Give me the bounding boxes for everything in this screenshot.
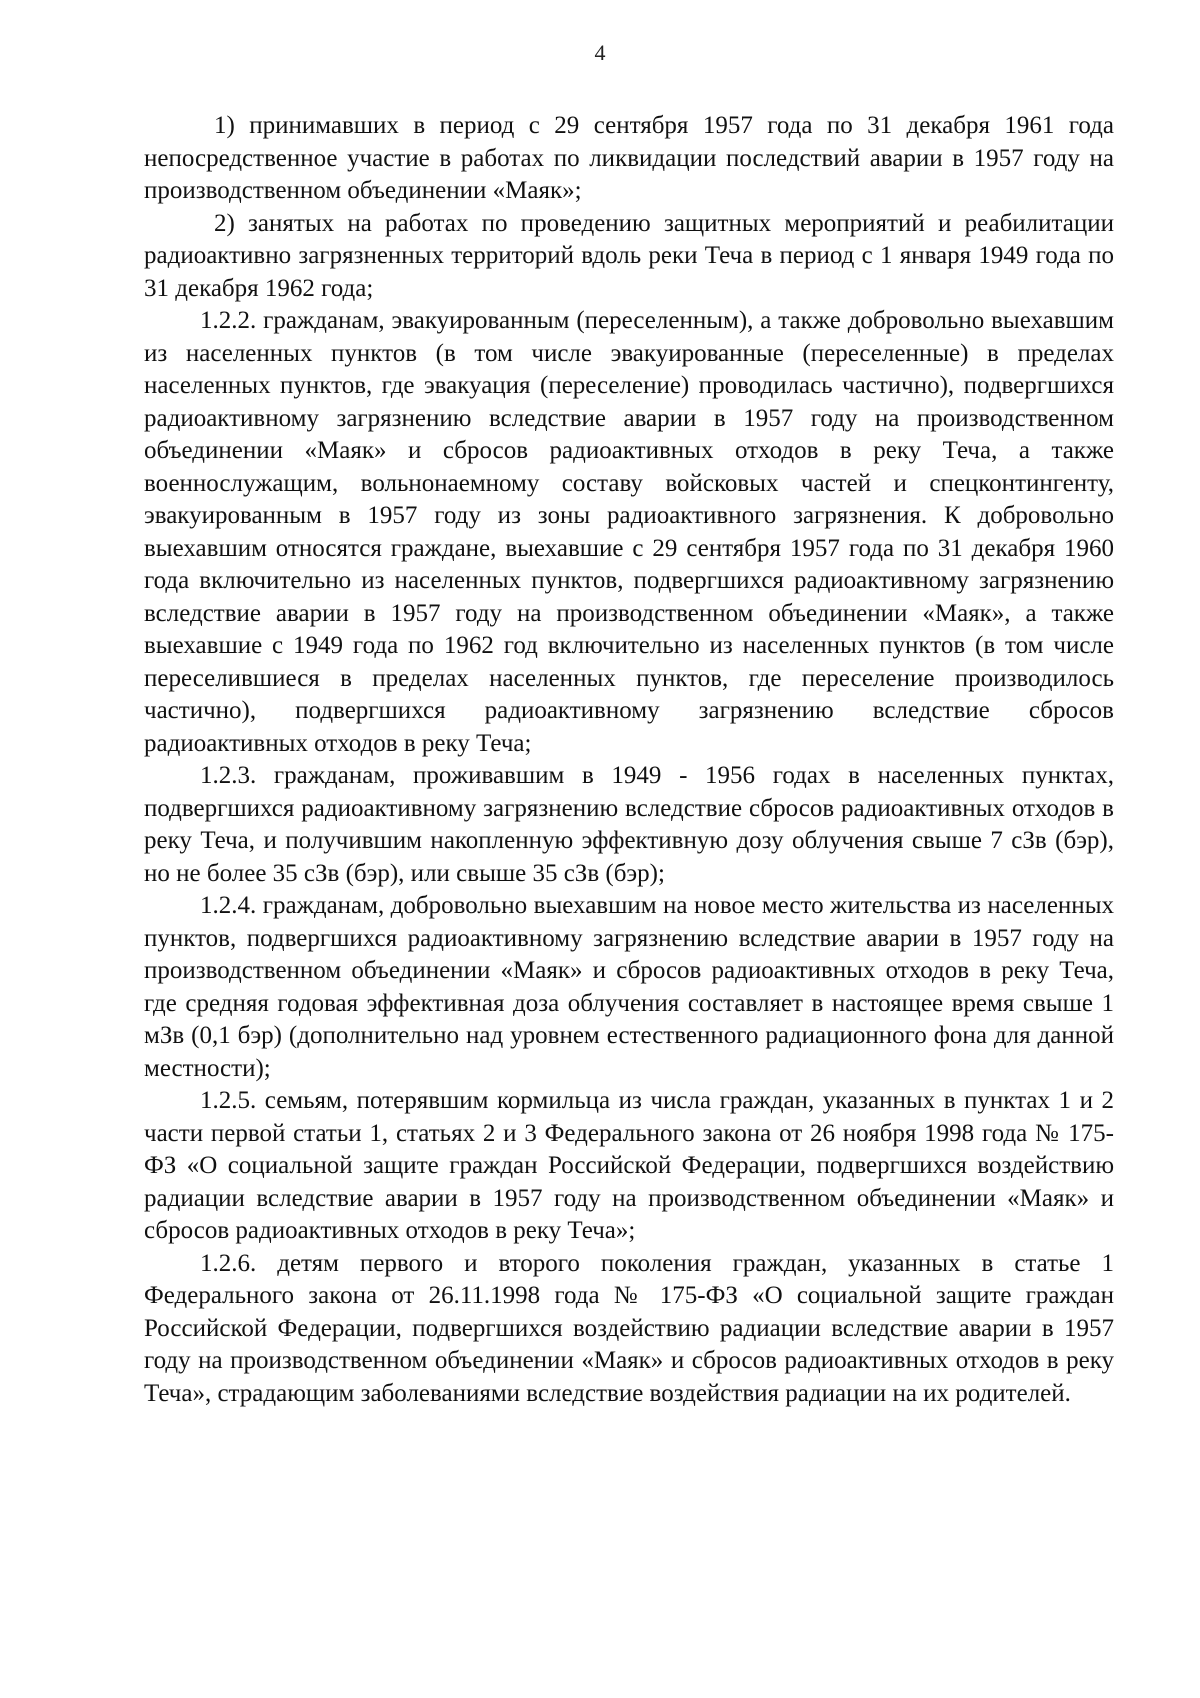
- paragraph-item-1-2-3: 1.2.3. гражданам, проживавшим в 1949 - 1956 годах в населенных пунктах, подвергшихся радиоактивному загрязнению вследствие сбросов радиоактивных отходов в реку Теча, и получившим накопленную эффективную дозу облучения свыше 7 сЗв (бэр), но не более 35 сЗв (бэр), или свыше 35 сЗв (бэр);: [144, 762, 1114, 887]
- paragraph-item-1-2-2: 1.2.2. гражданам, эвакуированным (переселенным), а также добровольно выехавшим из населенных пунктов (в том числе эвакуированные (переселенные) в пределах населенных пунктов, где эвакуация (переселение) проводилась частично), подвергшихся радиоактивному загрязнению вследствие аварии в 1957 году на производственном объединении «Маяк» и сбросов радиоактивных отходов в реку Теча, а также военнослужащим, вольнонаемному составу войсковых частей и спецконтингенту, эвакуированным в 1957 году из зоны радиоактивного загрязнения. К добровольно выехавшим относятся граждане, выехавшие с 29 сентября 1957 года по 31 декабря 1960 года включительно из населенных пунктов, подвергшихся радиоактивному загрязнению вследствие аварии в 1957 году на производственном объединении «Маяк», а также выехавшие с 1949 года по 1962 год включительно из населенных пунктов (в том числе переселившиеся в пределах населенных пунктов, где переселение производилось частично), подвергшихся радиоактивному загрязнению вследствие сбросов радиоактивных отходов в реку Теча;: [144, 307, 1114, 757]
- paragraph-item-1-2-5: 1.2.5. семьям, потерявшим кормильца из числа граждан, указанных в пунктах 1 и 2 части первой статьи 1, статьях 2 и 3 Федерального закона от 26 ноября 1998 года № 175-ФЗ «О социальной защите граждан Российской Федерации, подвергшихся воздействию радиации вследствие аварии в 1957 году на производственном объединении «Маяк» и сбросов радиоактивных отходов в реку Теча»;: [144, 1087, 1114, 1244]
- page-number: 4: [594, 40, 606, 65]
- document-body: [144, 110, 1114, 1410]
- paragraph-item-1: 1) принимавших в период с 29 сентября 1957 года по 31 декабря 1961 года непосредственное участие в работах по ликвидации последствий аварии в 1957 году на производственном объединении «Маяк»;: [144, 112, 1114, 204]
- paragraph-item-2: 2) занятых на работах по проведению защитных мероприятий и реабилитации радиоактивно загрязненных территорий вдоль реки Теча в период с 1 января 1949 года по 31 декабря 1962 года;: [144, 209, 1114, 302]
- paragraph-item-1-2-6: 1.2.6. детям первого и второго поколения граждан, указанных в статье 1 Федерального закона от 26.11.1998 года № 175-ФЗ «О социальной защите граждан Российской Федерации, подвергшихся воздействию радиации вследствие аварии в 1957 году на производственном объединении «Маяк» и сбросов радиоактивных отходов в реку Теча», страдающим заболеваниями вследствие воздействия радиации на их родителей.: [144, 1249, 1114, 1407]
- paragraph-item-1-2-4: 1.2.4. гражданам, добровольно выехавшим на новое место жительства из населенных пунктов, подвергшихся радиоактивному загрязнению вследствие аварии в 1957 году на производственном объединении «Маяк» и сбросов радиоактивных отходов в реку Теча, где средняя годовая эффективная доза облучения составляет в настоящее время свыше 1 мЗв (0,1 бэр) (дополнительно над уровнем естественного радиационного фона для данной местности);: [144, 892, 1114, 1082]
